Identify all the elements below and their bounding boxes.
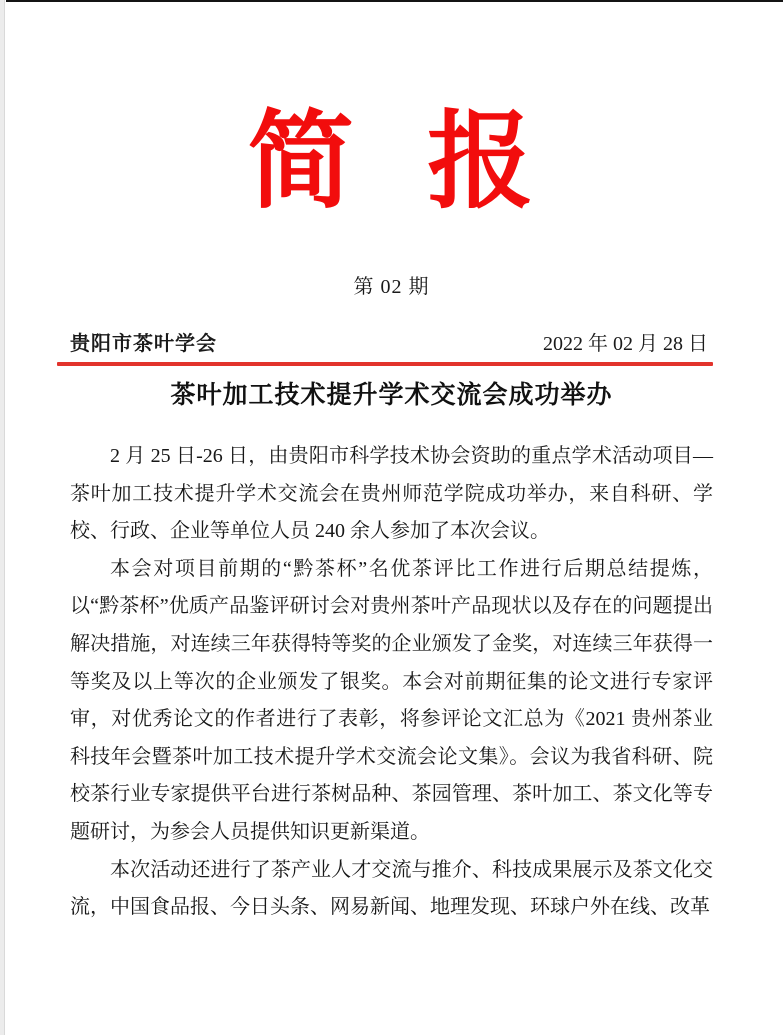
article-paragraph-3: 本次活动还进行了茶产业人才交流与推介、科技成果展示及茶文化交流，中国食品报、今日头条、网易新闻、地理发现、环球户外在线、改革 [70,858,713,919]
red-divider-line [57,362,713,366]
issue-number: 第 02 期 [353,276,430,298]
document-header-row [70,331,708,357]
article-body [70,438,713,927]
article-paragraph-2: 本会对项目前期的“黔茶杯”名优茶评比工作进行后期总结提炼，以“黔茶杯”优质产品鉴评研讨会对贵州茶叶产品现状以及存在的问题提出解决措施，对连续三年获得特等奖的企业颁发了金奖，对连续三年获得一等奖及以上等次的企业颁发了银奖。本会对前期征集的论文进行专家评审，对优秀论文的作者进行了表彰，将参评论文汇总为《2021 贵州茶业科技年会暨茶叶加工技术提升学术交流会论文集》。会议为我省科研、院校茶行业专家提供平台进行茶树品种、茶园管理、茶叶加工、茶文化等专题研讨，为参会人员提供知识更新渠道。 [70,557,713,843]
article-paragraph-1: 2 月 25 日-26 日，由贵阳市科学技术协会资助的重点学术活动项目—茶叶加工技术提升学术交流会在贵州师范学院成功举办，来自科研、学校、行政、企业等单位人员 240 余人参加了本次会议。 [70,445,713,543]
bulletin-masthead-title: 简 报 [247,103,536,221]
issue-date: 2022 年 02 月 28 日 [543,333,708,355]
article-title: 茶叶加工技术提升学术交流会成功举办 [170,382,613,409]
issuing-organization: 贵阳市茶叶学会 [70,333,217,355]
scan-top-edge [6,0,783,2]
